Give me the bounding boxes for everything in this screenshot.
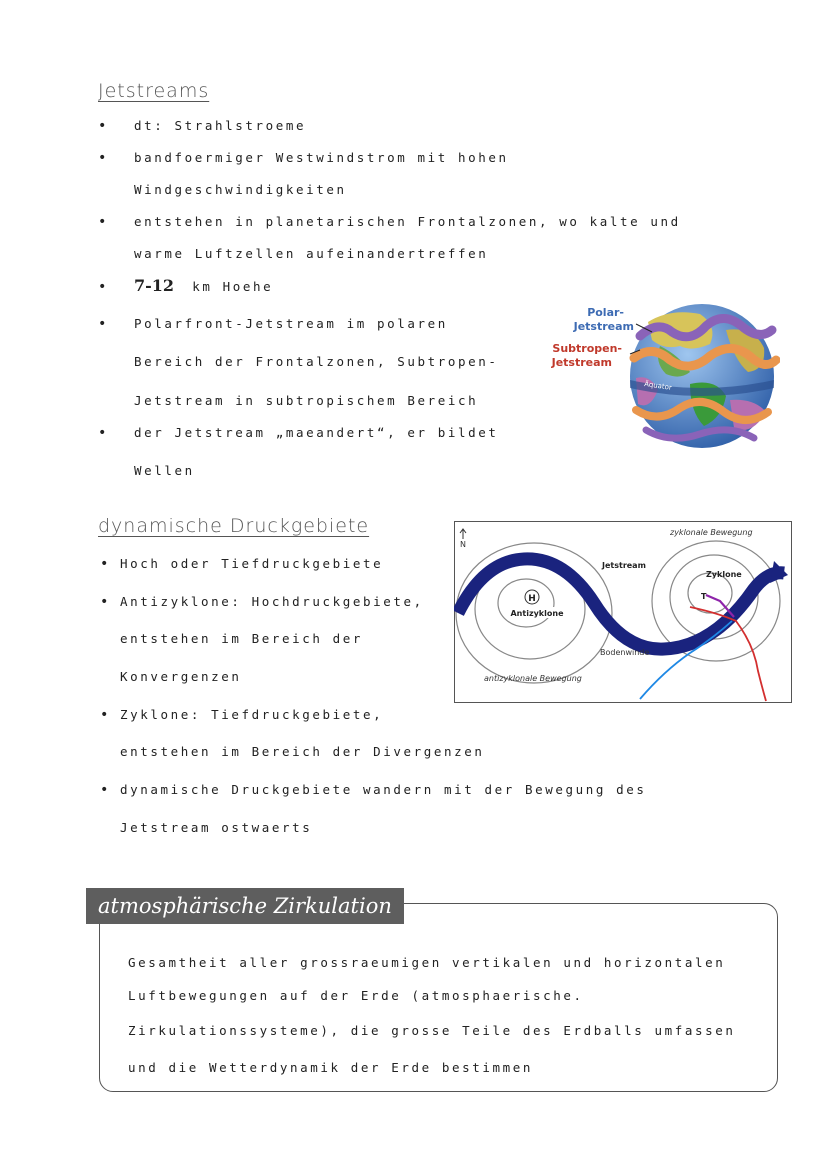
zirkulation-line-2: Luftbewegungen auf der Erde (atmosphaerische.: [128, 988, 584, 1003]
zyklonal-label: zyklonale Bewegung: [670, 528, 753, 537]
jetstream-label: Jetstream: [602, 561, 646, 570]
druck-item-4-line-1: dynamische Druckgebiete wandern mit der Bewegung des: [120, 782, 647, 797]
druck-item-2-line-2: entstehen im Bereich der: [120, 631, 364, 646]
bodenwinde-label: Bodenwinde: [600, 648, 650, 657]
bullet-dot: •: [98, 425, 107, 441]
druck-item-1-line-1: Hoch oder Tiefdruckgebiete: [120, 556, 384, 571]
jet-item-6-line-2: Wellen: [134, 463, 195, 478]
t-label: T: [701, 592, 707, 601]
zirkulation-line-3: Zirkulationssysteme), die grosse Teile des Erdballs umfassen: [128, 1023, 736, 1038]
h-label: H: [528, 594, 536, 604]
height-range: 7-12: [134, 276, 175, 295]
druck-item-3-line-2: entstehen im Bereich der Divergenzen: [120, 744, 485, 759]
zirkulation-line-1: Gesamtheit aller grossraeumigen vertikalen und horizontalen: [128, 955, 726, 970]
bullet-dot: •: [100, 594, 109, 610]
druck-item-4-line-2: Jetstream ostwaerts: [120, 820, 313, 835]
north-label: N: [460, 540, 466, 549]
jet-item-5-line-3: Jetstream in subtropischem Bereich: [134, 393, 479, 408]
subtropen-label-2: Jetstream: [551, 356, 612, 369]
section-heading-druckgebiete: dynamische Druckgebiete: [98, 515, 370, 537]
subtropen-label-1: Subtropen-: [552, 342, 622, 355]
bullet-dot: •: [100, 556, 109, 572]
globe-jetstream-illustration: [540, 300, 780, 450]
polar-label-2: Jetstream: [573, 320, 634, 333]
section-heading-jetstreams: Jetstreams: [98, 80, 210, 102]
druck-item-2-line-3: Konvergenzen: [120, 669, 242, 684]
jet-item-2-line-2: Windgeschwindigkeiten: [134, 182, 347, 197]
bullet-dot: •: [98, 150, 107, 166]
zyklone-label: Zyklone: [706, 570, 742, 579]
height-unit: km Hoehe: [192, 279, 274, 294]
polar-label-1: Polar-: [587, 306, 624, 319]
jet-item-3-line-1: entstehen in planetarischen Frontalzonen, wo kalte und: [134, 214, 681, 229]
antizyklonal-label: antizyklonale Bewegung: [484, 674, 582, 683]
jet-item-2-line-1: bandfoermiger Westwindstrom mit hohen: [134, 150, 509, 165]
bullet-dot: •: [98, 118, 107, 134]
druck-item-3-line-1: Zyklone: Tiefdruckgebiete,: [120, 707, 384, 722]
antizyklone-label: Antizyklone: [510, 609, 564, 618]
zirkulation-line-4: und die Wetterdynamik der Erde bestimmen: [128, 1060, 534, 1075]
bullet-dot: •: [98, 316, 107, 332]
aequator-label: Äquator: [643, 380, 673, 392]
jet-item-3-line-2: warme Luftzellen aufeinandertreffen: [134, 246, 489, 261]
bullet-dot: •: [98, 214, 107, 230]
zirkulation-label: atmosphärische Zirkulation: [86, 888, 404, 924]
druck-item-2-line-1: Antizyklone: Hochdruckgebiete,: [120, 594, 424, 609]
pressure-systems-diagram: [454, 521, 792, 703]
bullet-dot: •: [100, 782, 109, 798]
jet-item-1-line-1: dt: Strahlstroeme: [134, 118, 307, 133]
jet-item-5-line-2: Bereich der Frontalzonen, Subtropen-: [134, 354, 499, 369]
bullet-dot: •: [98, 279, 107, 295]
jet-item-4: [134, 276, 273, 295]
jet-item-6-line-1: der Jetstream „maeandert“, er bildet: [134, 425, 499, 440]
jet-item-5-line-1: Polarfront-Jetstream im polaren: [134, 316, 448, 331]
bullet-dot: •: [100, 707, 109, 723]
